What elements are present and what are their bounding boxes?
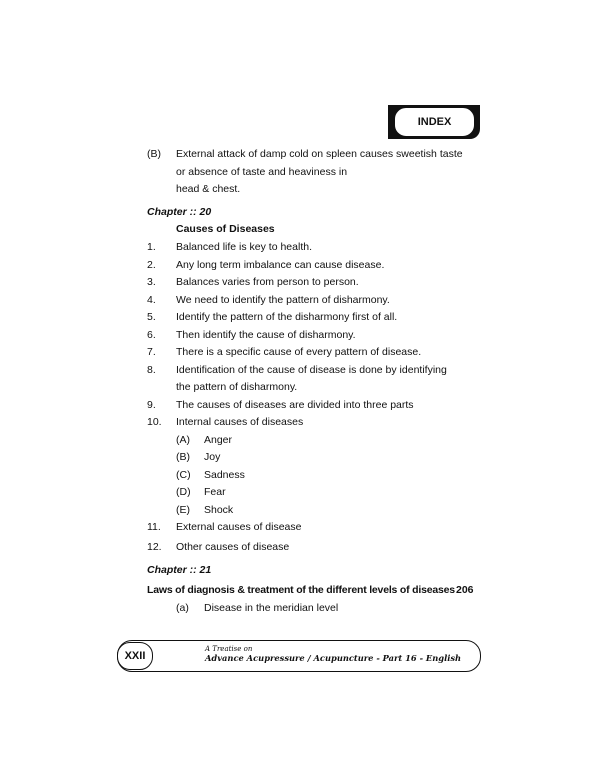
sub-item-marker: (B) bbox=[176, 451, 190, 463]
sub-item: Fear bbox=[204, 486, 226, 498]
page-badge: XXII bbox=[117, 642, 153, 670]
chapter-20-heading: Chapter :: 20 bbox=[147, 206, 212, 218]
footer-subtitle: A Treatise on bbox=[205, 645, 253, 653]
list-item-continuation: the pattern of disharmony. bbox=[176, 381, 298, 393]
page-number: 206 bbox=[456, 584, 474, 596]
sub-item: Anger bbox=[204, 434, 233, 446]
list-item: Balanced life is key to health. bbox=[176, 241, 312, 253]
chapter-20-title: Causes of Diseases bbox=[176, 223, 275, 235]
list-item: We need to identify the pattern of disharmony. bbox=[176, 294, 390, 306]
item-b-line-3: head & chest. bbox=[176, 183, 241, 195]
list-number: 10. bbox=[147, 416, 162, 428]
list-item: External causes of disease bbox=[176, 521, 302, 533]
chapter-21-heading: Chapter :: 21 bbox=[147, 564, 212, 576]
sub-item-marker: (a) bbox=[176, 602, 189, 614]
list-number: 12. bbox=[147, 541, 162, 553]
list-number: 8. bbox=[147, 364, 156, 376]
list-item: Identify the pattern of the disharmony first of all. bbox=[176, 311, 398, 323]
item-b-line-1: External attack of damp cold on spleen causes sweetish taste bbox=[176, 148, 463, 160]
list-item: Other causes of disease bbox=[176, 541, 290, 553]
chapter-21-title[interactable]: Laws of diagnosis & treatment of the different levels of diseases bbox=[147, 584, 455, 596]
sub-item-marker: (E) bbox=[176, 504, 190, 516]
list-number: 6. bbox=[147, 329, 156, 341]
list-number: 3. bbox=[147, 276, 156, 288]
sub-item: Shock bbox=[204, 504, 234, 516]
list-item: Any long term imbalance can cause disease. bbox=[176, 259, 385, 271]
list-item: Internal causes of diseases bbox=[176, 416, 304, 428]
sub-item-marker: (A) bbox=[176, 434, 190, 446]
sub-item: Disease in the meridian level bbox=[204, 602, 339, 614]
list-number: 1. bbox=[147, 241, 156, 253]
sub-item: Joy bbox=[204, 451, 221, 463]
list-item: The causes of diseases are divided into three parts bbox=[176, 399, 414, 411]
list-number: 7. bbox=[147, 346, 156, 358]
list-number: 9. bbox=[147, 399, 156, 411]
list-item: There is a specific cause of every pattern of disease. bbox=[176, 346, 422, 358]
item-b-marker: (B) bbox=[147, 148, 161, 160]
list-number: 4. bbox=[147, 294, 156, 306]
footer-title: Advance Acupressure / Acupuncture - Part 16 - English bbox=[205, 653, 462, 663]
list-number: 2. bbox=[147, 259, 156, 271]
sub-item-marker: (D) bbox=[176, 486, 191, 498]
list-item: Then identify the cause of disharmony. bbox=[176, 329, 356, 341]
sub-item-marker: (C) bbox=[176, 469, 191, 481]
list-item: Identification of the cause of disease is done by identifying bbox=[176, 364, 447, 376]
list-number: 11. bbox=[147, 521, 161, 533]
item-b-line-2: or absence of taste and heaviness in bbox=[176, 166, 348, 178]
list-number: 5. bbox=[147, 311, 156, 323]
index-tab[interactable]: INDEX bbox=[394, 107, 475, 137]
list-item: Balances varies from person to person. bbox=[176, 276, 359, 288]
sub-item: Sadness bbox=[204, 469, 245, 481]
